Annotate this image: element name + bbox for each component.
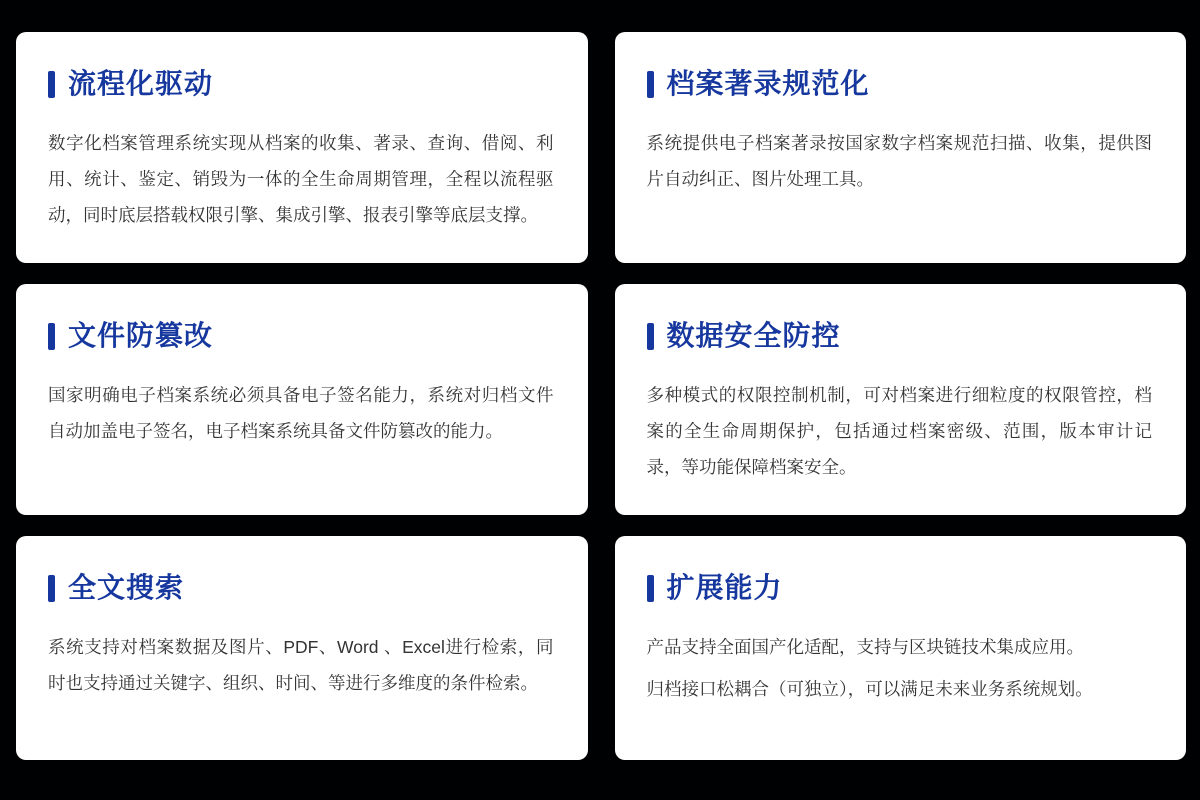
- card-title: 数据安全防控: [666, 320, 841, 351]
- feature-card-process-driven: [16, 32, 588, 263]
- card-title-row: [647, 573, 1153, 603]
- feature-card-extensibility: [615, 536, 1187, 760]
- card-body-text: 国家明确电子档案系统必须具备电子签名能力，系统对归档文件自动加盖电子签名，电子档案系统具备文件防篡改的能力。: [48, 385, 554, 441]
- feature-card-archive-description: [615, 32, 1187, 263]
- title-accent-bar: [647, 71, 654, 98]
- card-body-text: 数字化档案管理系统实现从档案的收集、著录、查询、借阅、利用、统计、鉴定、销毁为一体的全生命周期管理，全程以流程驱动，同时底层搭载权限引擎、集成引擎、报表引擎等底层支撑。: [48, 133, 554, 225]
- title-accent-bar: [48, 323, 55, 350]
- card-title-row: [48, 69, 554, 99]
- feature-card-tamper-proof: [16, 284, 588, 515]
- card-title-row: [647, 321, 1153, 351]
- card-body-text: 多种模式的权限控制机制，可对档案进行细粒度的权限管控，档案的全生命周期保护，包括通过档案密级、范围，版本审计记录，等功能保障档案安全。: [646, 385, 1152, 477]
- card-body-text: 系统提供电子档案著录按国家数字档案规范扫描、收集，提供图片自动纠正、图片处理工具。: [646, 133, 1152, 189]
- card-title-row: [647, 69, 1153, 99]
- title-accent-bar: [647, 575, 654, 602]
- card-body-text: 归档接口松耦合（可独立），可以满足未来业务系统规划。: [646, 679, 1093, 699]
- card-title: 文件防篡改: [68, 320, 214, 351]
- card-title: 扩展能力: [666, 572, 783, 603]
- feature-card-data-security: [615, 284, 1187, 515]
- card-body-text: 产品支持全面国产化适配，支持与区块链技术集成应用。: [646, 637, 1084, 657]
- card-title-row: [48, 573, 554, 603]
- title-accent-bar: [647, 323, 654, 350]
- card-title: 流程化驱动: [68, 68, 214, 99]
- feature-card-fulltext-search: [16, 536, 588, 760]
- card-title: 全文搜索: [68, 572, 185, 603]
- title-accent-bar: [48, 575, 55, 602]
- card-title-row: [48, 321, 554, 351]
- card-body-text: 系统支持对档案数据及图片、PDF、Word 、Excel进行检索，同时也支持通过关键字、组织、时间、等进行多维度的条件检索。: [48, 637, 554, 693]
- title-accent-bar: [48, 71, 55, 98]
- card-title: 档案著录规范化: [666, 68, 870, 99]
